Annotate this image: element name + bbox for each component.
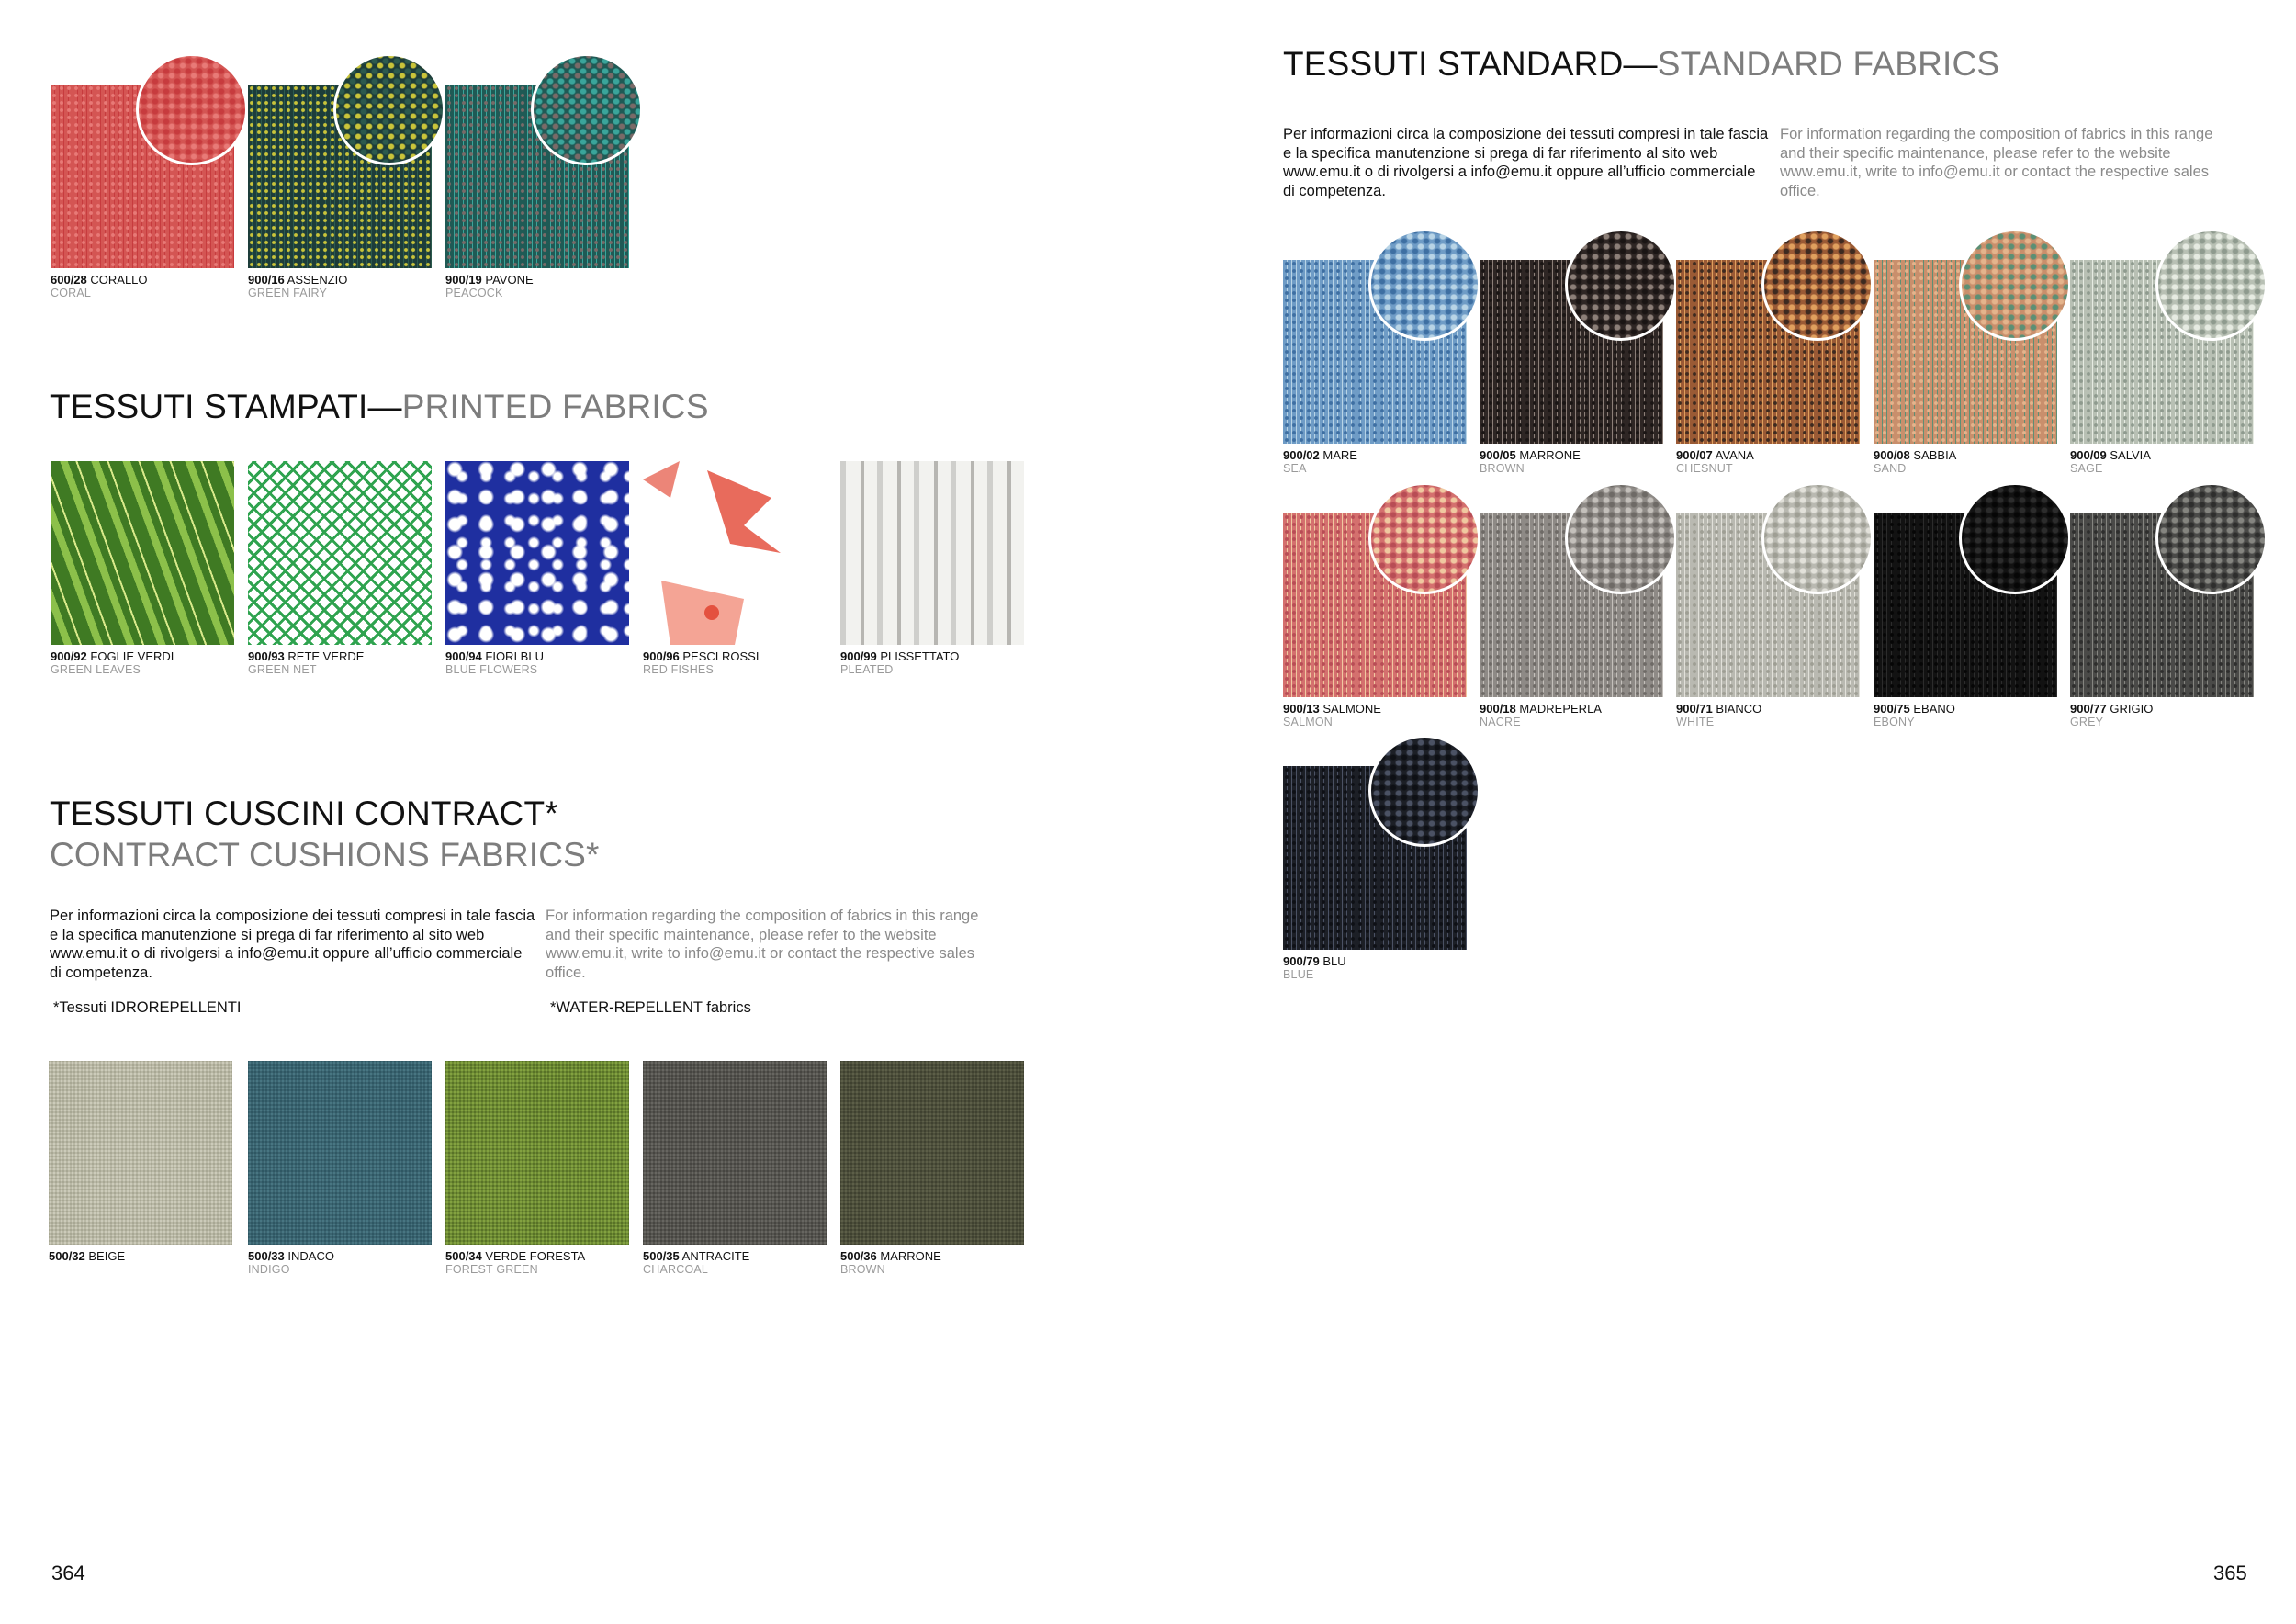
swatch-caption [840,1250,1038,1276]
heading-english: CONTRACT CUSHIONS FABRICS* [50,836,600,874]
fish-print [643,461,827,645]
swatch-name: FOGLIE VERDI [90,649,174,663]
swatch-name: MADREPERLA [1519,702,1602,716]
swatch-code: 900/16 [248,273,285,287]
swatch-name-en: BROWN [1480,462,1525,475]
swatch-caption [1676,703,1874,728]
swatch-pavone[interactable] [445,85,629,299]
swatch-name-en: CHESNUT [1676,462,1733,475]
swatch-code: 900/77 [2070,702,2107,716]
swatch-code: 900/05 [1480,448,1516,462]
contract-note-italian: *Tessuti IDROREPELLENTI [53,999,242,1016]
swatch-name: MARRONE [1519,448,1581,462]
standard-info-english: For information regarding the composition of fabrics in this range and their specific maintenance, please refer to the website www.emu.it, write to info@emu.it or contact the respective sales office. [1780,126,2213,199]
swatch-code: 900/09 [2070,448,2107,462]
swatch-ebano[interactable] [1874,513,2057,728]
swatch-name-en: RED FISHES [643,663,715,676]
swatch-caption [1874,703,2071,728]
swatch-code: 900/96 [643,649,680,663]
swatch-name: MARRONE [880,1249,941,1263]
zoom-circle [1761,482,1874,594]
swatch-code: 900/93 [248,649,285,663]
contract-heading-italian [50,793,558,835]
page-number-right: 365 [2213,1562,2247,1585]
contract-info-italian: Per informazioni circa la composizione dei tessuti compresi in tale fascia e la specifica manutenzione si prega di far riferimento al sito web www.emu.it o di rivolgersi a info@emu.it oppure all’ufficio commerciale di competenza. [50,908,535,981]
swatch-name: MARE [1322,448,1357,462]
swatch-caption [1283,955,1480,981]
zoom-circle [1959,482,2071,594]
zoom-circle [1368,735,1480,847]
fabric-texture [840,1061,1024,1245]
swatch-caption [445,650,643,676]
zoom-circle [531,53,643,165]
swatch-name: CORALLO [90,273,148,287]
swatch-name-en: BROWN [840,1263,885,1276]
swatch-name: EBANO [1913,702,1955,716]
swatch-caption [2070,449,2268,475]
swatch-name-en: EBONY [1874,716,1915,728]
swatch-corallo[interactable] [51,85,234,299]
swatch-bianco[interactable] [1676,513,1860,728]
swatch-code: 900/75 [1874,702,1910,716]
swatch-code: 900/94 [445,649,482,663]
swatch-name: INDACO [287,1249,334,1263]
swatch-foglie-verdi[interactable] [51,461,234,676]
swatch-caption [248,1250,445,1276]
swatch-name: ASSENZIO [287,273,348,287]
fabric-texture [840,461,1024,645]
swatch-name: BEIGE [88,1249,126,1263]
swatch-caption [2070,703,2268,728]
fabric-texture [643,1061,827,1245]
swatch-caption [1874,449,2071,475]
swatch-name-en: BLUE [1283,968,1314,981]
swatch-name-en: GREY [2070,716,2104,728]
swatch-caption [248,650,445,676]
swatch-caption [49,1250,246,1263]
swatch-salmone[interactable] [1283,513,1467,728]
swatch-name: GRIGIO [2110,702,2154,716]
swatch-code: 900/18 [1480,702,1516,716]
swatch-caption [51,274,248,299]
swatch-code: 900/19 [445,273,482,287]
swatch-name-en: INDIGO [248,1263,290,1276]
swatch-name: PESCI ROSSI [682,649,760,663]
swatch-code: 500/32 [49,1249,85,1263]
swatch-marrone[interactable] [1480,260,1663,475]
swatch-assenzio[interactable] [248,85,432,299]
contract-heading-english [50,834,600,876]
swatch-code: 900/71 [1676,702,1713,716]
swatch-name-en: FOREST GREEN [445,1263,538,1276]
swatch-name-en: SAGE [2070,462,2103,475]
swatch-name-en: PLEATED [840,663,894,676]
swatch-code: 900/02 [1283,448,1320,462]
contract-info-english: For information regarding the composition of fabrics in this range and their specific maintenance, please refer to the website www.emu.it, write to info@emu.it or contact the respective sales office. [546,908,979,981]
swatch-name: ANTRACITE [681,1249,750,1263]
fabric-texture [445,1061,629,1245]
heading-dash: — [1623,45,1658,83]
zoom-circle [1761,229,1874,341]
swatch-caption [1480,449,1677,475]
swatch-name-en: PEACOCK [445,287,503,299]
swatch-avana[interactable] [1676,260,1860,475]
swatch-caption [643,650,840,676]
swatch-code: 500/36 [840,1249,877,1263]
swatch-fiori-blu[interactable] [445,461,629,676]
heading-dash: — [367,388,402,425]
zoom-circle [136,53,248,165]
swatch-beige[interactable] [49,1061,232,1263]
swatch-caption [51,650,248,676]
swatch-name-en: GREEN LEAVES [51,663,141,676]
swatch-caption [1676,449,1874,475]
zoom-circle [2155,482,2268,594]
swatch-name: SABBIA [1913,448,1957,462]
swatch-name-en: CHARCOAL [643,1263,709,1276]
swatch-verde-foresta[interactable] [445,1061,629,1276]
swatch-marrone-contract[interactable] [840,1061,1024,1276]
fabric-texture [49,1061,232,1245]
swatch-name: PAVONE [485,273,534,287]
swatch-code: 900/92 [51,649,87,663]
swatch-code: 900/79 [1283,954,1320,968]
swatch-name-en: SALMON [1283,716,1333,728]
swatch-caption [840,650,1038,676]
swatch-name-en: SEA [1283,462,1307,475]
swatch-name: VERDE FORESTA [485,1249,586,1263]
swatch-caption [445,274,643,299]
swatch-sabbia[interactable] [1874,260,2057,475]
swatch-antracite[interactable] [643,1061,827,1276]
swatch-salvia[interactable] [2070,260,2254,475]
heading-english: STANDARD FABRICS [1657,45,2000,83]
swatch-caption [1283,703,1480,728]
swatch-name-en: GREEN NET [248,663,317,676]
zoom-circle [1565,482,1677,594]
fabric-texture [643,461,827,645]
swatch-rete-verde[interactable] [248,461,432,676]
standard-info-italian: Per informazioni circa la composizione dei tessuti compresi in tale fascia e la specifica manutenzione si prega di far riferimento al sito web www.emu.it o di rivolgersi a info@emu.it oppure all’ufficio commerciale di competenza. [1283,126,1769,199]
swatch-caption [1480,703,1677,728]
swatch-name: RETE VERDE [287,649,365,663]
swatch-mare[interactable] [1283,260,1467,475]
swatch-indaco[interactable] [248,1061,432,1276]
zoom-circle [1368,482,1480,594]
swatch-code: 500/35 [643,1249,680,1263]
swatch-blu[interactable] [1283,766,1467,981]
swatch-name-en: CORAL [51,287,92,299]
heading-italian: TESSUTI STAMPATI [50,388,368,425]
swatch-name: FIORI BLU [485,649,544,663]
swatch-name: PLISSETTATO [880,649,960,663]
swatch-madreperla[interactable] [1480,513,1663,728]
swatch-name: SALMONE [1322,702,1381,716]
zoom-circle [2155,229,2268,341]
swatch-name-en: SAND [1874,462,1907,475]
swatch-plissettato[interactable] [840,461,1024,676]
swatch-caption [1283,449,1480,475]
swatch-name-en: WHITE [1676,716,1715,728]
swatch-pesci-rossi[interactable] [643,461,827,676]
heading-english: PRINTED FABRICS [401,388,709,425]
zoom-circle [333,53,445,165]
page-number-left: 364 [51,1562,85,1585]
swatch-caption [248,274,445,299]
swatch-name-en: NACRE [1480,716,1521,728]
zoom-circle [1368,229,1480,341]
fabric-texture [445,461,629,645]
swatch-caption [445,1250,643,1276]
zoom-circle [1565,229,1677,341]
swatch-code: 600/28 [51,273,87,287]
swatch-grigio[interactable] [2070,513,2254,728]
swatch-code: 500/34 [445,1249,482,1263]
fabric-texture [248,461,432,645]
fabric-texture [248,1061,432,1245]
swatch-code: 900/08 [1874,448,1910,462]
heading-italian: TESSUTI CUSCINI CONTRACT* [50,795,558,832]
swatch-name-en: GREEN FAIRY [248,287,328,299]
swatch-code: 900/99 [840,649,877,663]
contract-note-english: *WATER-REPELLENT fabrics [550,999,751,1016]
heading-italian: TESSUTI STANDARD [1283,45,1624,83]
swatch-name: AVANA [1715,448,1754,462]
swatch-name-en: BLUE FLOWERS [445,663,538,676]
swatch-name: BIANCO [1716,702,1762,716]
swatch-name: BLU [1322,954,1346,968]
swatch-caption [643,1250,840,1276]
printed-fabrics-heading [50,386,709,428]
fabric-texture [51,461,234,645]
standard-fabrics-heading [1283,43,1999,85]
zoom-circle [1959,229,2071,341]
swatch-name: SALVIA [2110,448,2151,462]
swatch-code: 900/07 [1676,448,1713,462]
swatch-code: 500/33 [248,1249,285,1263]
swatch-code: 900/13 [1283,702,1320,716]
